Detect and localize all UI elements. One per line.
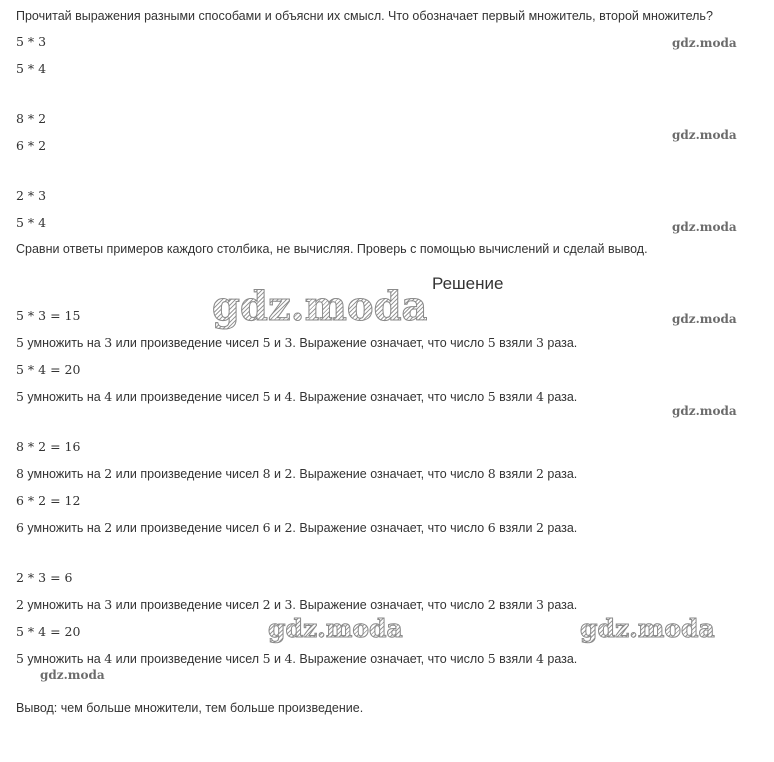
explanation-text: взяли: [495, 521, 536, 535]
explanation-text: умножить на: [23, 521, 105, 535]
factor-number: 3: [284, 597, 293, 612]
task-expression: 2 * 3: [16, 188, 47, 203]
explanation-text: умножить на: [23, 467, 105, 481]
factor-number: 5: [487, 335, 496, 350]
watermark-logo: gdz.moda: [672, 220, 737, 234]
explanation-text: взяли: [495, 336, 536, 350]
factor-number: 2: [535, 466, 544, 481]
factor-number: 6: [16, 520, 24, 535]
explanation-text: и: [270, 336, 285, 350]
factor-number: 5: [262, 651, 271, 666]
solution-equation: 5 * 3 = 15: [16, 308, 81, 323]
explanation-text: раза.: [543, 652, 578, 666]
solution-explanation: [16, 597, 577, 613]
explanation-text: умножить на: [23, 336, 105, 350]
explanation-text: или произведение чисел: [112, 467, 263, 481]
factor-number: 6: [487, 520, 496, 535]
explanation-text: и: [270, 467, 285, 481]
factor-number: 5: [16, 389, 24, 404]
factor-number: 2: [284, 520, 293, 535]
factor-number: 4: [535, 651, 544, 666]
factor-number: 3: [104, 335, 113, 350]
factor-number: 3: [535, 597, 544, 612]
explanation-text: умножить на: [23, 598, 105, 612]
factor-number: 4: [104, 651, 113, 666]
solution-equation: 6 * 2 = 12: [16, 493, 81, 508]
watermark-logo: gdz.moda: [672, 36, 737, 50]
explanation-text: раза.: [543, 390, 578, 404]
factor-number: 2: [487, 597, 496, 612]
task-intro: Прочитай выражения разными способами и объясни их смысл. Что обозначает первый множитель, второй множитель?: [16, 9, 713, 23]
solution-explanation: [16, 335, 577, 351]
explanation-text: умножить на: [23, 652, 105, 666]
factor-number: 5: [487, 389, 496, 404]
factor-number: 2: [262, 597, 271, 612]
explanation-text: раза.: [543, 521, 578, 535]
solution-explanation: [16, 651, 577, 667]
watermark-logo-large: gdz.moda: [212, 283, 428, 330]
explanation-text: . Выражение означает, что число: [292, 598, 488, 612]
explanation-text: и: [270, 598, 285, 612]
explanation-text: . Выражение означает, что число: [292, 521, 488, 535]
solution-explanation: [16, 389, 577, 405]
task-expression: 6 * 2: [16, 138, 47, 153]
factor-number: 8: [16, 466, 24, 481]
solution-explanation: [16, 520, 577, 536]
factor-number: 2: [535, 520, 544, 535]
factor-number: 2: [104, 466, 113, 481]
explanation-text: или произведение чисел: [112, 336, 263, 350]
solution-equation: 5 * 4 = 20: [16, 362, 81, 377]
explanation-text: взяли: [495, 467, 536, 481]
explanation-text: раза.: [543, 467, 578, 481]
watermark-logo-large: gdz.moda: [580, 614, 715, 643]
explanation-text: . Выражение означает, что число: [292, 652, 488, 666]
explanation-text: или произведение чисел: [112, 521, 263, 535]
factor-number: 3: [535, 335, 544, 350]
explanation-text: . Выражение означает, что число: [292, 467, 488, 481]
explanation-text: раза.: [543, 336, 578, 350]
watermark-logo: gdz.moda: [672, 404, 737, 418]
factor-number: 5: [487, 651, 496, 666]
explanation-text: взяли: [495, 390, 536, 404]
explanation-text: и: [270, 390, 285, 404]
factor-number: 4: [104, 389, 113, 404]
factor-number: 4: [535, 389, 544, 404]
explanation-text: взяли: [495, 652, 536, 666]
task-expression: 8 * 2: [16, 111, 47, 126]
factor-number: 8: [487, 466, 496, 481]
factor-number: 3: [284, 335, 293, 350]
task-expression: 5 * 4: [16, 61, 47, 76]
explanation-text: или произведение чисел: [112, 390, 263, 404]
factor-number: 2: [104, 520, 113, 535]
factor-number: 4: [284, 651, 293, 666]
conclusion: Вывод: чем больше множители, тем больше произведение.: [16, 701, 364, 715]
explanation-text: взяли: [495, 598, 536, 612]
solution-explanation: [16, 466, 577, 482]
solution-equation: 2 * 3 = 6: [16, 570, 73, 585]
explanation-text: . Выражение означает, что число: [292, 390, 488, 404]
task-expression: 5 * 4: [16, 215, 47, 230]
factor-number: 5: [16, 651, 24, 666]
factor-number: 5: [262, 335, 271, 350]
solution-equation: 8 * 2 = 16: [16, 439, 81, 454]
factor-number: 4: [284, 389, 293, 404]
solution-heading: Решение: [432, 274, 504, 293]
factor-number: 5: [16, 335, 24, 350]
task-compare: Сравни ответы примеров каждого столбика, не вычисляя. Проверь с помощью вычислений и сделай вывод.: [16, 242, 648, 256]
factor-number: 6: [262, 520, 271, 535]
watermark-logo: gdz.moda: [672, 128, 737, 142]
factor-number: 2: [284, 466, 293, 481]
task-expression: 5 * 3: [16, 34, 47, 49]
solution-equation: 5 * 4 = 20: [16, 624, 81, 639]
explanation-text: умножить на: [23, 390, 105, 404]
factor-number: 3: [104, 597, 113, 612]
watermark-logo: gdz.moda: [672, 312, 737, 326]
watermark-logo-large: gdz.moda: [268, 614, 403, 643]
explanation-text: и: [270, 652, 285, 666]
explanation-text: или произведение чисел: [112, 652, 263, 666]
factor-number: 2: [16, 597, 24, 612]
explanation-text: и: [270, 521, 285, 535]
factor-number: 8: [262, 466, 271, 481]
explanation-text: раза.: [543, 598, 578, 612]
watermark-logo: gdz.moda: [40, 668, 105, 682]
factor-number: 5: [262, 389, 271, 404]
explanation-text: или произведение чисел: [112, 598, 263, 612]
explanation-text: . Выражение означает, что число: [292, 336, 488, 350]
